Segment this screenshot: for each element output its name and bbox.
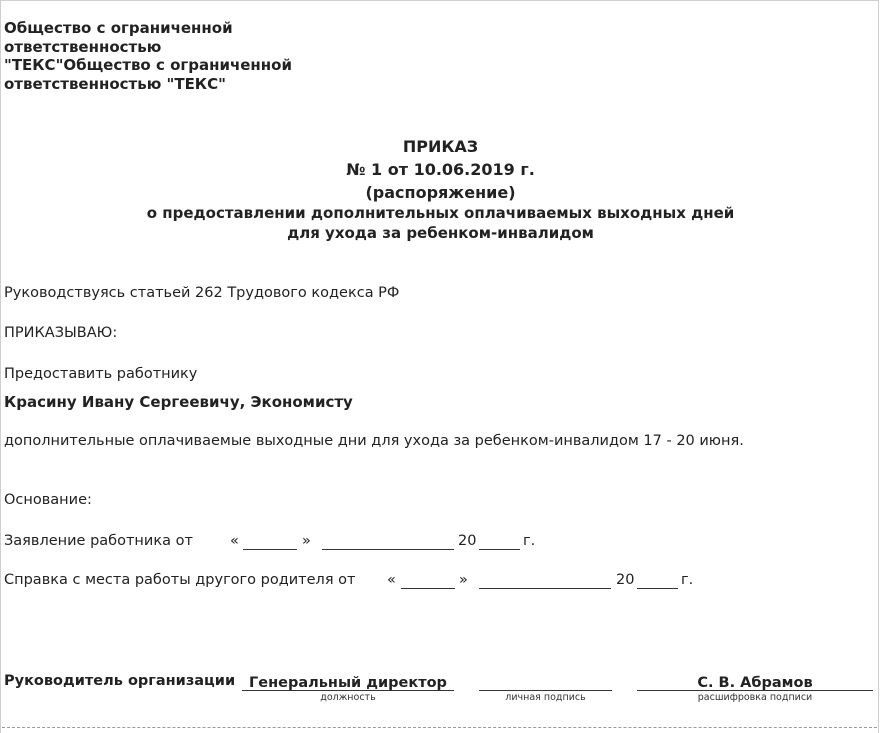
- order-type: (распоряжение): [365, 183, 516, 202]
- caption-signature: личная подпись: [505, 692, 586, 703]
- org-line-2: ответственностью: [4, 37, 162, 56]
- org-line-3: "ТЕКС"Общество с ограниченной: [4, 56, 292, 74]
- employee-name: Красину Ивану Сергеевичу, Экономисту: [4, 393, 353, 411]
- certificate-open-quote: «: [387, 572, 396, 588]
- caption-name: расшифровка подписи: [697, 692, 813, 703]
- legal-basis-text: Руководствуясь статьей 262 Трудового кодекса РФ: [4, 285, 400, 301]
- application-close-quote: »: [302, 533, 311, 549]
- signature-label: Руководитель организации: [4, 673, 236, 689]
- order-subject-line-1: о предоставлении дополнительных оплачиваемых выходных дней: [146, 204, 735, 222]
- order-number-date: № 1 от 10.06.2019 г.: [346, 160, 535, 179]
- certificate-year-prefix: 20: [616, 572, 635, 588]
- grant-text: Предоставить работнику: [4, 366, 198, 382]
- document-title: ПРИКАЗ: [402, 137, 479, 156]
- order-subject-line-2: для ухода за ребенком-инвалидом: [287, 224, 594, 242]
- certificate-year-blank: [637, 588, 678, 589]
- page-cut-line: [2, 727, 877, 728]
- org-line-4: ответственностью "ТЕКС": [4, 74, 226, 93]
- basis-label: Основание:: [4, 492, 92, 508]
- application-month-blank: [322, 549, 454, 550]
- application-open-quote: «: [230, 533, 239, 549]
- signature-field: [479, 672, 612, 691]
- leave-description: дополнительные оплачиваемые выходные дни для ухода за ребенком-инвалидом 17 - 20 июня.: [4, 433, 744, 449]
- signatory-name: С. В. Абрамов: [697, 675, 813, 691]
- certificate-close-quote: »: [459, 572, 468, 588]
- application-year-suffix: г.: [523, 533, 536, 549]
- certificate-day-blank: [401, 588, 455, 589]
- application-day-blank: [243, 549, 297, 550]
- position-value: Генеральный директор: [249, 675, 447, 691]
- caption-position: должность: [320, 692, 376, 703]
- position-field: [242, 672, 454, 691]
- application-year-prefix: 20: [458, 533, 477, 549]
- org-line-1: Общество с ограниченной: [4, 19, 233, 37]
- application-year-blank: [479, 549, 520, 550]
- certificate-month-blank: [479, 588, 611, 589]
- basis-item-certificate: Справка с места работы другого родителя от: [4, 572, 356, 588]
- organization-name: [4, 19, 292, 93]
- certificate-year-suffix: г.: [681, 572, 694, 588]
- name-field: [637, 672, 873, 691]
- order-word: ПРИКАЗЫВАЮ:: [4, 325, 118, 341]
- basis-item-application: Заявление работника от: [4, 533, 193, 549]
